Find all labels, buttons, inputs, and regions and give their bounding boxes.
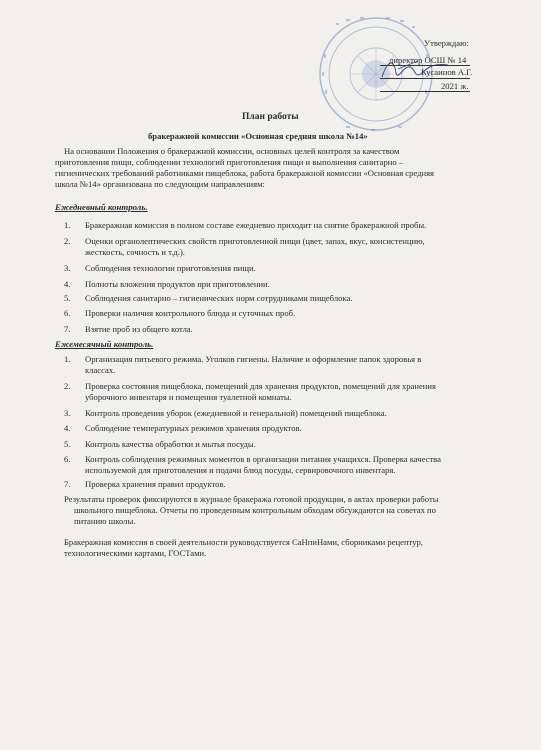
list-item: Организация питьевого режима. Уголков гигиены. Наличие и оформление папок здоровья в xyxy=(85,354,422,364)
approval-underline xyxy=(380,78,470,79)
list-item: Проверка хранения правил продуктов. xyxy=(85,479,226,489)
approval-underline xyxy=(380,65,470,66)
approval-date: 2021 ж. xyxy=(441,81,469,91)
approval-underline xyxy=(380,91,470,92)
list-item: Оценки органолептических свойств приготовленной пищи (цвет, запах, вкус, консистенцию, xyxy=(85,236,425,246)
results-line: Результаты проверок фиксируются в журнале бракеража готовой продукции, в актах проверки работы xyxy=(64,494,439,504)
list-number: 2. xyxy=(64,236,71,246)
section-heading-monthly: Ежемесячный контроль. xyxy=(55,339,154,349)
list-item: Контроль соблюдения режимных моментов в организации питания учащихся. Проверка качества xyxy=(85,454,441,464)
closing-line: Бракеражная комиссия в своей деятельности руководствуется СаНпиНами, сборниками рецептур, xyxy=(64,537,423,547)
list-item-continuation: жесткость, сочность и т.д.). xyxy=(85,247,185,257)
results-line: школьного пищеблока. Отчеты по проведенным контрольным обходам обсуждаются на советах по xyxy=(74,505,436,515)
closing-line: технологическими картами, ГОСТами. xyxy=(64,548,207,558)
list-item: Соблюдения санитарно – гигиенических норм сотрудниками пищеблока. xyxy=(85,293,353,303)
intro-line: гигиенических требований работниками пищеблока, работа бракеражной комиссии «Основная средняя xyxy=(55,168,434,178)
approval-name: Кусаинов А.Г. xyxy=(421,67,473,77)
intro-line: приготовления пищи, соблюдении технологий приготовления пищи и выполнения санитарно – xyxy=(55,157,404,167)
list-item-continuation: уборочного инвентаря и помещения туалетной комнаты. xyxy=(85,392,292,402)
approval-heading: Утверждаю: xyxy=(424,38,469,48)
list-item: Контроль проведения уборок (ежедневной и генеральной) помещений пищеблока. xyxy=(85,408,387,418)
list-number: 3. xyxy=(64,408,71,418)
list-number: 4. xyxy=(64,279,71,289)
list-number: 6. xyxy=(64,454,71,464)
results-line: питанию школы. xyxy=(74,516,136,526)
list-number: 6. xyxy=(64,308,71,318)
list-item-continuation: используемой для приготовления и подачи блюд посуды, сервировочного инвентаря. xyxy=(85,465,396,475)
list-number: 7. xyxy=(64,324,71,334)
list-number: 4. xyxy=(64,423,71,433)
intro-line: На основании Положения о бракеражной комиссии, основных целей контроля за качеством xyxy=(64,146,400,156)
section-heading-daily: Ежедневный контроль. xyxy=(55,202,148,212)
intro-line: школа №14» организована по следующим направлениям: xyxy=(55,179,265,189)
list-number: 7. xyxy=(64,479,71,489)
list-item: Соблюдения технологии приготовления пищи. xyxy=(85,263,256,273)
list-number: 1. xyxy=(64,354,71,364)
document-subtitle: бракеражной комиссии «Основная средняя школа №14» xyxy=(148,131,368,141)
list-item: Взятие проб из общего котла. xyxy=(85,324,193,334)
document-title: План работы xyxy=(242,112,299,122)
list-item: Полноты вложения продуктов при приготовлении. xyxy=(85,279,270,289)
list-number: 3. xyxy=(64,263,71,273)
list-item: Контроль качества обработки и мытья посуды. xyxy=(85,439,256,449)
list-number: 5. xyxy=(64,293,71,303)
list-item: Проверка состояния пищеблока, помещений для хранения продуктов, помещений для хранения xyxy=(85,381,436,391)
list-item-continuation: классах. xyxy=(85,365,116,375)
approval-position: директор ОСШ № 14 xyxy=(389,55,467,65)
list-item: Бракеражная комиссия в полном составе ежедневно приходит на снятие бракеражной пробы. xyxy=(85,220,427,230)
list-item: Проверки наличия контрольного блюда и суточных проб. xyxy=(85,308,296,318)
list-item: Соблюдение температурных режимов хранения продуктов. xyxy=(85,423,302,433)
list-number: 5. xyxy=(64,439,71,449)
list-number: 2. xyxy=(64,381,71,391)
list-number: 1. xyxy=(64,220,71,230)
